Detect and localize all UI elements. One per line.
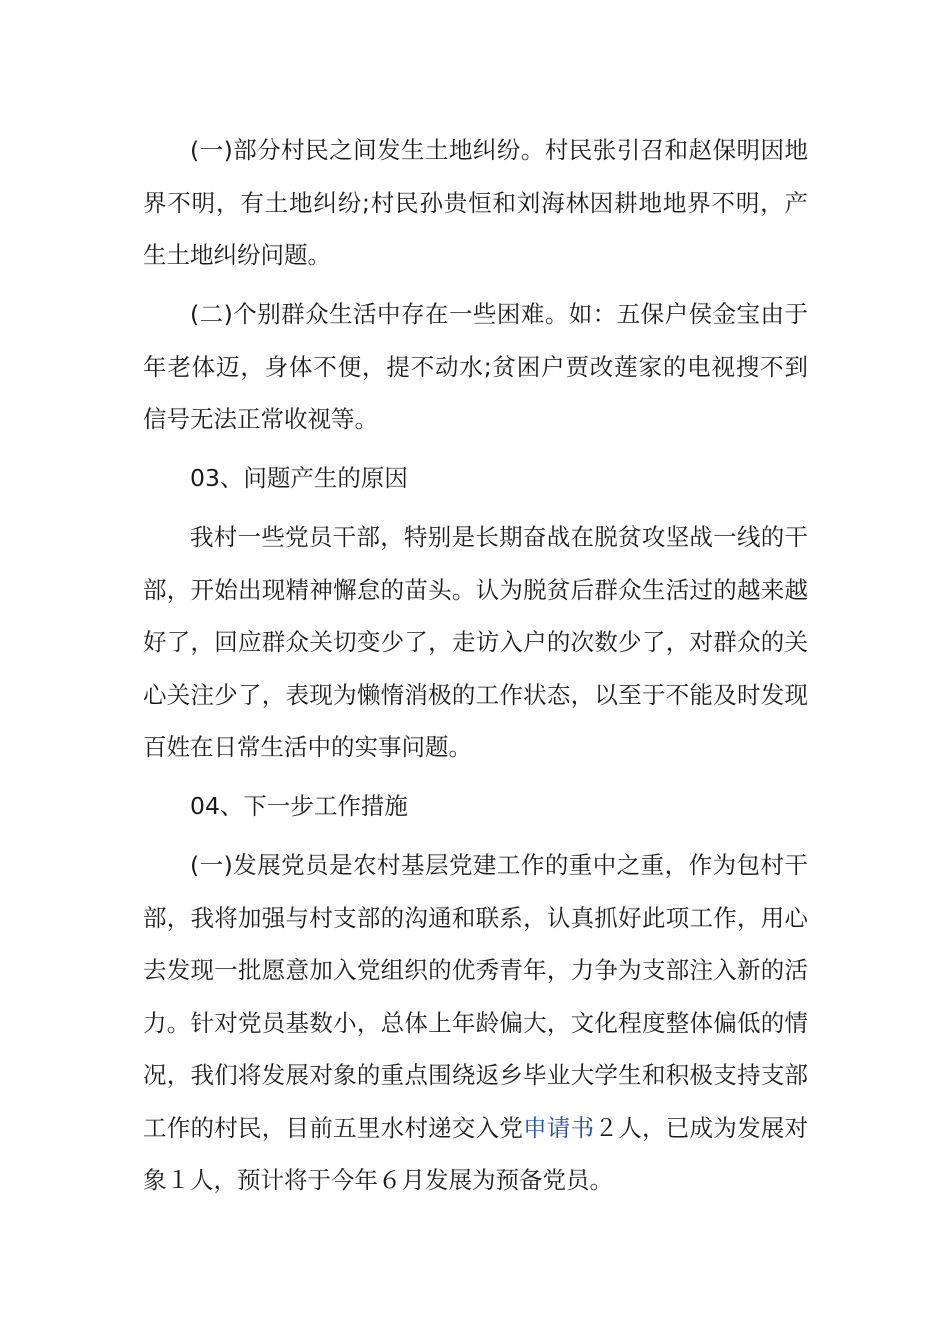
paragraph-living-difficulties: (二)个别群众生活中存在一些困难。如：五保户侯金宝由于年老体迈，身体不便，提不动水;贫困户贾改莲家的电视搜不到信号无法正常收视等。 <box>143 300 808 433</box>
paragraph-text-before-link: (一)发展党员是农村基层党建工作的重中之重，作为包村干部，我将加强与村支部的沟通和联系，认真抓好此项工作，用心去发现一批愿意加入党组织的优秀青年，力争为支部注入新的活力。针对党员基数小，总体上年龄偏大，文化程度整体偏低的情况，我们将发展对象的重点围绕返乡毕业大学生和积极支持支部工作的村民，目前五里水村递交入党 <box>143 851 808 1142</box>
document-body <box>143 124 808 1213</box>
paragraph-causes: 我村一些党员干部，特别是长期奋战在脱贫攻坚战一线的干部，开始出现精神懈怠的苗头。认为脱贫后群众生活过的越来越好了，回应群众关切变少了，走访入户的次数少了，对群众的关心关注少了，表现为懒惰消极的工作状态，以至于不能及时发现百姓在日常生活中的实事问题。 <box>143 523 808 761</box>
section-heading-causes: 03、问题产生的原因 <box>190 464 408 492</box>
section-heading-next-steps: 04、下一步工作措施 <box>190 792 408 820</box>
paragraph-text-after-link: ２人，已成为发展对象１人，预计将于今年６月发展为预备党员。 <box>143 1113 809 1194</box>
application-letter-link[interactable]: 申请书 <box>523 1113 595 1142</box>
paragraph-party-development <box>143 839 808 1207</box>
paragraph-land-disputes: (一)部分村民之间发生土地纠纷。村民张引召和赵保明因地界不明，有土地纠纷;村民孙贵恒和刘海林因耕地地界不明，产生土地纠纷问题。 <box>143 136 808 269</box>
